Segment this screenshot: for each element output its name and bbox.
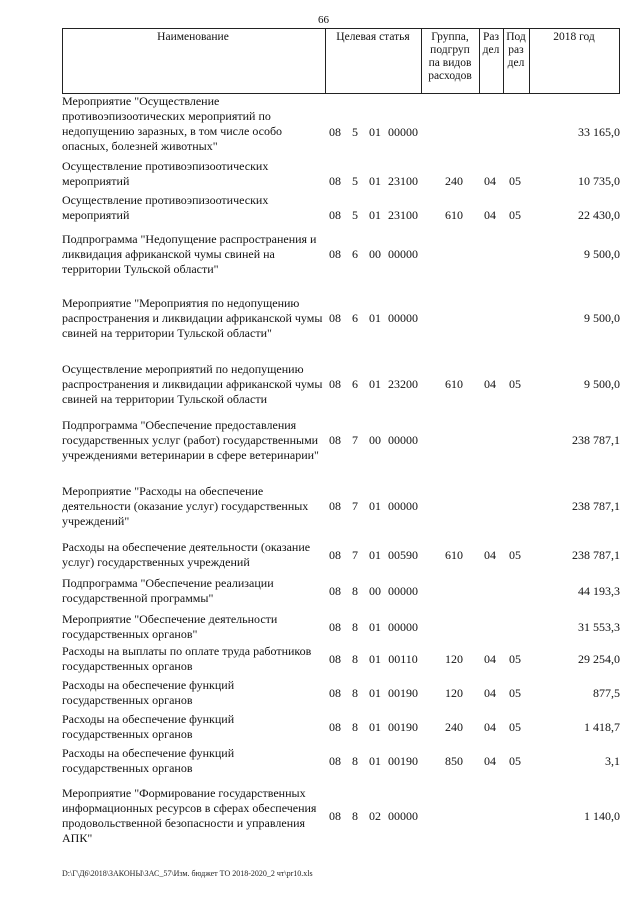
row-c3: 01 bbox=[369, 499, 381, 513]
row-amount: 22 430,0 bbox=[578, 208, 620, 222]
row-amount: 238 787,1 bbox=[572, 548, 620, 562]
row-c4: 23100 bbox=[388, 208, 418, 222]
row-c4: 00000 bbox=[388, 433, 418, 447]
row-c3: 00 bbox=[369, 247, 381, 261]
row-c2: 5 bbox=[352, 125, 358, 139]
row-amount: 877,5 bbox=[593, 686, 620, 700]
row-c1: 08 bbox=[329, 809, 341, 823]
row-group: 850 bbox=[445, 754, 463, 768]
row-amount: 29 254,0 bbox=[578, 652, 620, 666]
row-c1: 08 bbox=[329, 247, 341, 261]
row-prz: 05 bbox=[509, 208, 521, 222]
row-rz: 04 bbox=[484, 548, 496, 562]
header-razdel: Раз дел bbox=[482, 31, 500, 56]
row-name: Мероприятие "Формирование государственных информационных ресурсов в сферах обеспечения продовольственной безопасности и управления АПК" bbox=[62, 786, 317, 845]
header-year: 2018 год bbox=[553, 31, 595, 43]
row-c4: 00190 bbox=[388, 720, 418, 734]
row-c1: 08 bbox=[329, 620, 341, 634]
row-c2: 6 bbox=[352, 311, 358, 325]
row-name: Расходы на выплаты по оплате труда работников государственных органов bbox=[62, 644, 312, 673]
row-c3: 01 bbox=[369, 548, 381, 562]
row-c1: 08 bbox=[329, 686, 341, 700]
row-c2: 7 bbox=[352, 433, 358, 447]
row-prz: 05 bbox=[509, 548, 521, 562]
header-group: Группа, подгруп па видов расходов bbox=[428, 31, 472, 82]
row-name: Расходы на обеспечение функций государственных органов bbox=[62, 746, 235, 775]
row-c2: 5 bbox=[352, 174, 358, 188]
row-rz: 04 bbox=[484, 686, 496, 700]
row-c4: 00000 bbox=[388, 809, 418, 823]
row-group: 610 bbox=[445, 377, 463, 391]
row-rz: 04 bbox=[484, 208, 496, 222]
row-amount: 10 735,0 bbox=[578, 174, 620, 188]
row-rz: 04 bbox=[484, 174, 496, 188]
row-c1: 08 bbox=[329, 174, 341, 188]
row-group: 120 bbox=[445, 686, 463, 700]
row-c2: 7 bbox=[352, 548, 358, 562]
header-podrazdel: Под раз дел bbox=[506, 31, 526, 69]
row-c3: 01 bbox=[369, 754, 381, 768]
row-amount: 33 165,0 bbox=[578, 125, 620, 139]
row-name: Мероприятие "Расходы на обеспечение деятельности (оказание услуг) государственных учреждений" bbox=[62, 484, 309, 528]
row-c2: 8 bbox=[352, 620, 358, 634]
row-prz: 05 bbox=[509, 720, 521, 734]
row-c4: 23200 bbox=[388, 377, 418, 391]
row-c3: 01 bbox=[369, 652, 381, 666]
row-c2: 8 bbox=[352, 809, 358, 823]
row-c4: 00000 bbox=[388, 247, 418, 261]
row-amount: 3,1 bbox=[605, 754, 620, 768]
row-name: Мероприятие "Мероприятия по недопущению распространения и ликвидации африканской чумы свиней на территории Тульской области" bbox=[62, 296, 323, 340]
row-name: Осуществление противоэпизоотических мероприятий bbox=[62, 159, 269, 188]
row-name: Подпрограмма "Обеспечение реализации государственной программы" bbox=[62, 576, 274, 605]
row-c1: 08 bbox=[329, 311, 341, 325]
row-c4: 00110 bbox=[388, 652, 418, 666]
row-name: Подпрограмма "Недопущение распространения и ликвидация африканской чумы свиней на территории Тульской области" bbox=[62, 232, 317, 276]
row-amount: 9 500,0 bbox=[584, 247, 620, 261]
header-name: Наименование bbox=[157, 31, 229, 43]
header-target: Целевая статья bbox=[336, 31, 410, 43]
row-c1: 08 bbox=[329, 208, 341, 222]
row-amount: 9 500,0 bbox=[584, 311, 620, 325]
row-group: 610 bbox=[445, 208, 463, 222]
row-amount: 1 140,0 bbox=[584, 809, 620, 823]
row-amount: 31 553,3 bbox=[578, 620, 620, 634]
row-c3: 00 bbox=[369, 584, 381, 598]
row-amount: 9 500,0 bbox=[584, 377, 620, 391]
row-c2: 6 bbox=[352, 377, 358, 391]
row-c4: 00000 bbox=[388, 125, 418, 139]
row-c3: 01 bbox=[369, 311, 381, 325]
row-name: Осуществление мероприятий по недопущению распространения и ликвидации африканской чумы свиней на территории Тульской области bbox=[62, 362, 323, 406]
row-c2: 8 bbox=[352, 720, 358, 734]
row-c3: 01 bbox=[369, 125, 381, 139]
table-header bbox=[62, 28, 620, 94]
row-c3: 01 bbox=[369, 377, 381, 391]
row-name: Расходы на обеспечение функций государственных органов bbox=[62, 712, 235, 741]
row-c3: 01 bbox=[369, 208, 381, 222]
row-group: 120 bbox=[445, 652, 463, 666]
row-c2: 8 bbox=[352, 584, 358, 598]
row-c4: 00000 bbox=[388, 499, 418, 513]
file-path-footer: D:\Г\Д6\2018\ЗАКОНЫ\ЗАС_57\Изм. бюджет ТО 2018-2020_2 чт\pr10.xls bbox=[62, 869, 313, 878]
row-rz: 04 bbox=[484, 720, 496, 734]
row-c3: 01 bbox=[369, 174, 381, 188]
row-c3: 01 bbox=[369, 720, 381, 734]
row-c1: 08 bbox=[329, 499, 341, 513]
row-c1: 08 bbox=[329, 720, 341, 734]
row-group: 240 bbox=[445, 174, 463, 188]
row-c2: 8 bbox=[352, 686, 358, 700]
row-amount: 238 787,1 bbox=[572, 433, 620, 447]
page-number: 66 bbox=[318, 14, 329, 26]
row-c2: 6 bbox=[352, 247, 358, 261]
row-prz: 05 bbox=[509, 754, 521, 768]
row-name: Мероприятие "Обеспечение деятельности государственных органов" bbox=[62, 612, 278, 641]
row-group: 610 bbox=[445, 548, 463, 562]
row-name: Мероприятие "Осуществление противоэпизоотических мероприятий по недопущению заразных, в том числе особо опасных, болезней животных" bbox=[62, 94, 283, 153]
row-c1: 08 bbox=[329, 433, 341, 447]
row-amount: 44 193,3 bbox=[578, 584, 620, 598]
row-rz: 04 bbox=[484, 377, 496, 391]
row-c4: 00590 bbox=[388, 548, 418, 562]
row-name: Осуществление противоэпизоотических мероприятий bbox=[62, 193, 269, 222]
row-c2: 7 bbox=[352, 499, 358, 513]
row-rz: 04 bbox=[484, 754, 496, 768]
row-c1: 08 bbox=[329, 548, 341, 562]
row-c1: 08 bbox=[329, 125, 341, 139]
row-c4: 00000 bbox=[388, 584, 418, 598]
row-prz: 05 bbox=[509, 174, 521, 188]
row-c4: 00000 bbox=[388, 311, 418, 325]
row-c4: 23100 bbox=[388, 174, 418, 188]
row-c2: 8 bbox=[352, 754, 358, 768]
row-c4: 00190 bbox=[388, 686, 418, 700]
row-c3: 02 bbox=[369, 809, 381, 823]
row-c4: 00000 bbox=[388, 620, 418, 634]
row-prz: 05 bbox=[509, 652, 521, 666]
row-name: Подпрограмма "Обеспечение предоставления государственных услуг (работ) государственными учреждениями ветеринарии в сфере ветеринарии" bbox=[62, 418, 319, 462]
row-amount: 238 787,1 bbox=[572, 499, 620, 513]
row-name: Расходы на обеспечение функций государственных органов bbox=[62, 678, 235, 707]
row-rz: 04 bbox=[484, 652, 496, 666]
row-c3: 01 bbox=[369, 686, 381, 700]
budget-table bbox=[62, 28, 620, 845]
row-c1: 08 bbox=[329, 584, 341, 598]
row-c1: 08 bbox=[329, 754, 341, 768]
row-c1: 08 bbox=[329, 377, 341, 391]
row-c3: 00 bbox=[369, 433, 381, 447]
row-c2: 5 bbox=[352, 208, 358, 222]
row-c4: 00190 bbox=[388, 754, 418, 768]
row-name: Расходы на обеспечение деятельности (оказание услуг) государственных учреждений bbox=[62, 540, 311, 569]
row-c3: 01 bbox=[369, 620, 381, 634]
row-c2: 8 bbox=[352, 652, 358, 666]
row-group: 240 bbox=[445, 720, 463, 734]
row-prz: 05 bbox=[509, 377, 521, 391]
row-amount: 1 418,7 bbox=[584, 720, 620, 734]
row-c1: 08 bbox=[329, 652, 341, 666]
row-prz: 05 bbox=[509, 686, 521, 700]
